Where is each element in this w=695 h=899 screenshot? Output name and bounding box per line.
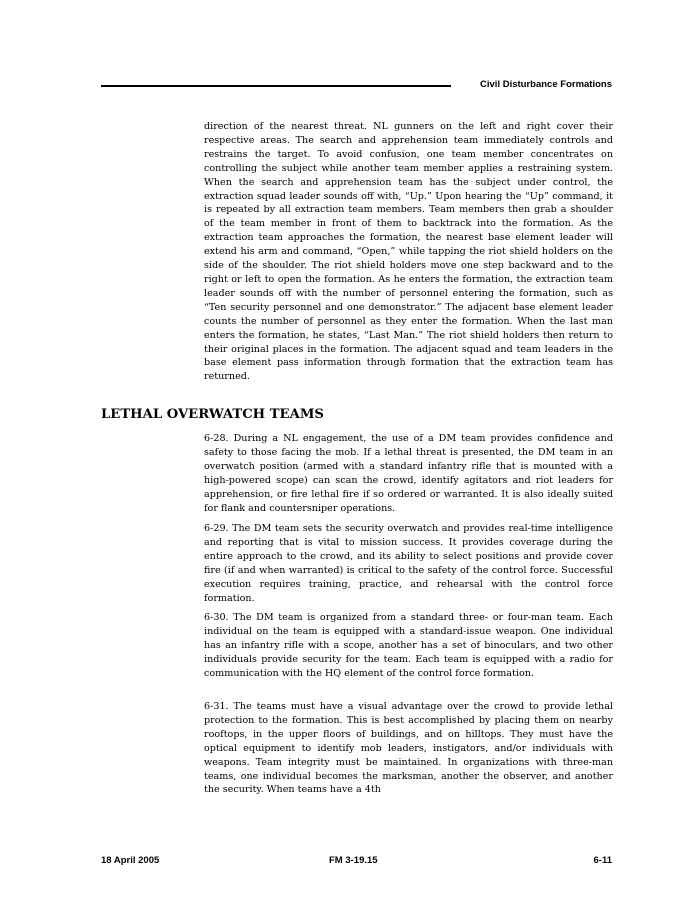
paragraph-6-31: 6-31. The teams must have a visual advantage over the crowd to provide lethal protection to the formation. This is best accomplished by placing them on nearby rooftops, in the upper floors of buildings, and on hilltops. They must have the optical equipment to identify mob leaders, instigators, and/or individuals with weapons. Team integrity must be maintained. In organizations with three-man teams, one individual becomes the marksman, another the observer, and another the security. When teams have a 4th — [204, 701, 613, 796]
continuation-paragraph: direction of the nearest threat. NL gunners on the left and right cover their respective areas. The search and apprehension team immediately controls and restrains the target. To avoid confusion, one team member concentrates on controlling the subject while another team member applies a restraining system. When the search and apprehension team has the subject under control, the extraction squad leader sounds off with, “Up.” Upon hearing the “Up” command, it is repeated by all extraction team members. Team members then grab a shoulder of the team member in front of them to backtrack into the formation. As the extraction team approaches the formation, the nearest base element leader will extend his arm and command, “Open,” while tapping the riot shield holders on the side of the shoulder. The riot shield holders move one step backward and to the right or left to open the formation. As he enters the formation, the extraction team leader sounds off with the number of personnel entering the formation, such as “Ten security personnel and one demonstrator.” The adjacent base element leader counts the number of personnel as they enter the formation. When the last man enters the formation, he states, “Last Man.” The riot shield holders then return to their original places in the formation. The adjacent squad and team leaders in the base element pass information through formation that the extraction team has returned. — [204, 121, 613, 383]
paragraph-6-28: 6-28. During a NL engagement, the use of a DM team provides confidence and safety to those facing the mob. If a lethal threat is presented, the DM team in an overwatch position (armed with a standard infantry rifle that is mounted with a high-powered scope) can scan the crowd, identify agitators and riot leaders for apprehension, or fire lethal fire if so ordered or warranted. It is also ideally suited for flank and countersniper operations. — [204, 433, 613, 514]
section-heading: LETHAL OVERWATCH TEAMS — [101, 407, 324, 422]
paragraph-6-29: 6-29. The DM team sets the security overwatch and provides real-time intelligence and reporting that is vital to mission success. It provides coverage during the entire approach to the crowd, and its ability to select positions and provide cover fire (if and when warranted) is critical to the safety of the control force. Successful execution requires training, practice, and rehearsal with the control force formation. — [204, 523, 613, 604]
running-header-title: Civil Disturbance Formations — [480, 79, 612, 90]
footer-publication: FM 3-19.15 — [329, 855, 378, 866]
footer-date: 18 April 2005 — [101, 855, 160, 866]
header-rule — [101, 85, 451, 87]
footer-page-number: 6-11 — [593, 855, 612, 866]
paragraph-6-30: 6-30. The DM team is organized from a standard three- or four-man team. Each individual on the team is equipped with a standard-issue weapon. One individual has an infantry rifle with a scope, another has a set of binoculars, and two other individuals provide security for the team. Each team is equipped with a radio for communication with the HQ element of the control force formation. — [204, 612, 613, 679]
